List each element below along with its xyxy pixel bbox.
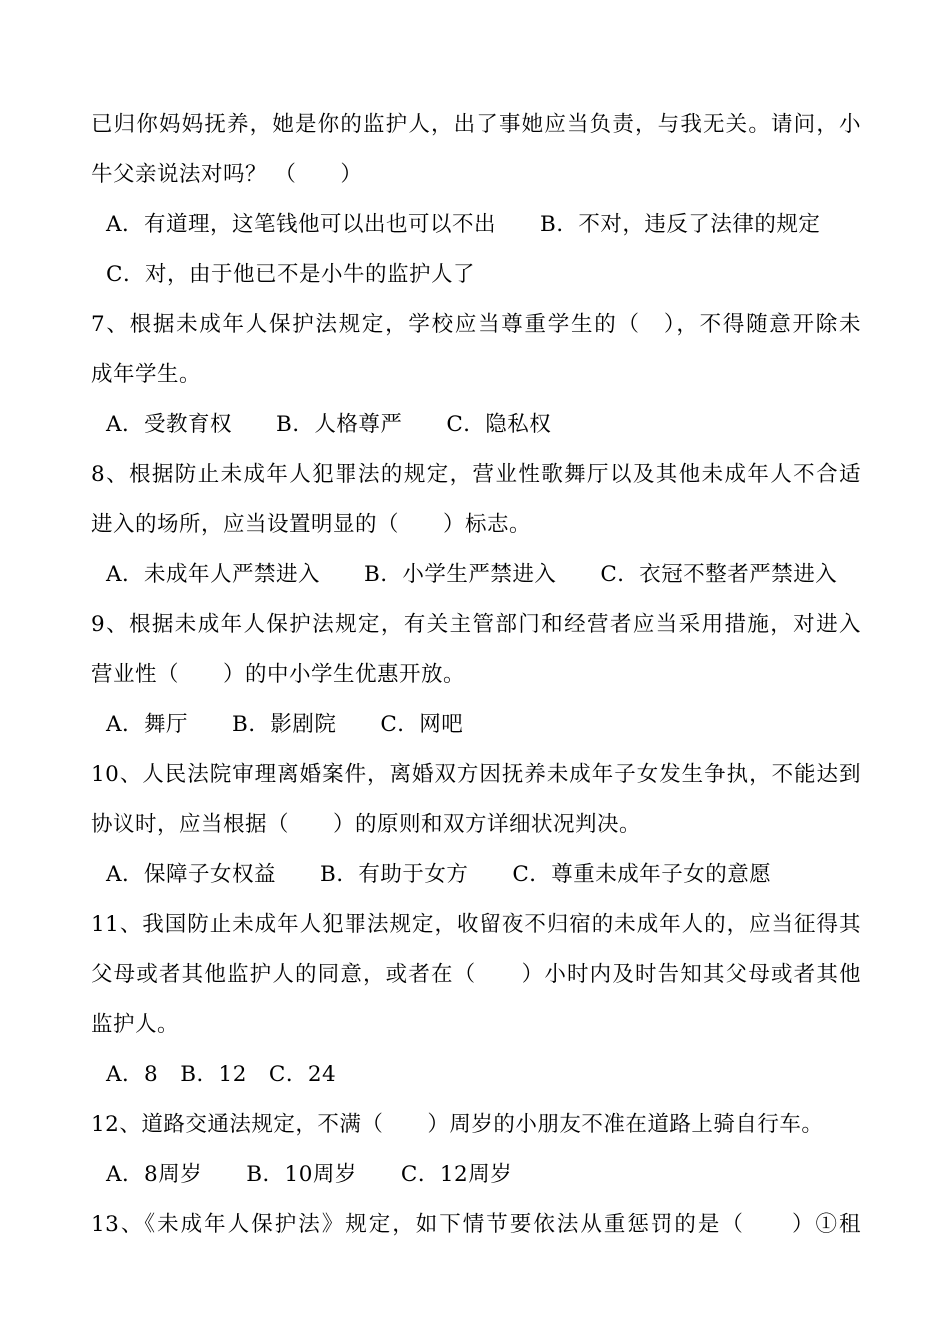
q11-line-3: 监护人。 — [91, 1012, 180, 1037]
q13-line-1: 13、《未成年人保护法》规定，如下情节要依法从重惩罚的是（ ）①租 — [91, 1212, 861, 1237]
q12-options — [106, 1160, 876, 1190]
option-a: A．受教育权 — [106, 412, 233, 437]
option-c: C．隐私权 — [446, 412, 552, 437]
q7-options — [106, 410, 876, 440]
option-b: B．有助于女方 — [320, 862, 469, 887]
q9-line-1: 9、根据未成年人保护法规定，有关主管部门和经营者应当采用措施，对进入 — [91, 612, 861, 637]
q8-line-1: 8、根据防止未成年人犯罪法的规定，营业性歌舞厅以及其他未成年人不合适 — [91, 462, 861, 487]
option-c: C．衣冠不整者严禁进入 — [600, 562, 838, 587]
q6-line-1: 已归你妈妈抚养，她是你的监护人，出了事她应当负责，与我无关。请问，小 — [91, 112, 861, 137]
q6-options-1 — [106, 210, 876, 240]
q7-line-1: 7、根据未成年人保护法规定，学校应当尊重学生的（ ），不得随意开除未 — [91, 312, 861, 337]
option-b: B．12 — [180, 1062, 247, 1087]
option-c: C．尊重未成年子女的意愿 — [512, 862, 772, 887]
option-b: B．10周岁 — [246, 1162, 357, 1187]
option-b: B．不对，违反了法律的规定 — [540, 212, 821, 237]
q9-options — [106, 710, 876, 740]
option-a: A．8 — [106, 1062, 159, 1087]
q8-line-2: 进入的场所，应当设置明显的（ ）标志。 — [91, 512, 532, 537]
option-b: B．人格尊严 — [276, 412, 403, 437]
q8-options — [106, 560, 876, 590]
option-a: A．舞厅 — [106, 712, 189, 737]
q11-options — [106, 1060, 876, 1090]
option-a: A．保障子女权益 — [106, 862, 277, 887]
option-a: A．有道理，这笔钱他可以出也可以不出 — [106, 212, 497, 237]
option-c: C．网吧 — [380, 712, 464, 737]
option-c: C．对，由于他已不是小牛的监护人了 — [106, 262, 475, 287]
q12-line-1: 12、道路交通法规定，不满（ ）周岁的小朋友不准在道路上骑自行车。 — [91, 1112, 824, 1137]
q9-line-2: 营业性（ ）的中小学生优惠开放。 — [91, 662, 466, 687]
q6-options-2 — [106, 260, 876, 290]
option-b: B．影剧院 — [232, 712, 337, 737]
option-b: B．小学生严禁进入 — [364, 562, 557, 587]
option-c: C．24 — [268, 1062, 337, 1087]
option-a: A．8周岁 — [106, 1162, 203, 1187]
q11-line-1: 11、我国防止未成年人犯罪法规定，收留夜不归宿的未成年人的，应当征得其 — [91, 912, 861, 937]
q7-line-2: 成年学生。 — [91, 362, 202, 387]
option-a: A．未成年人严禁进入 — [106, 562, 321, 587]
option-c: C．12周岁 — [400, 1162, 513, 1187]
q10-line-1: 10、人民法院审理离婚案件，离婚双方因抚养未成年子女发生争执，不能达到 — [91, 762, 861, 787]
q10-options — [106, 860, 876, 890]
q11-line-2: 父母或者其他监护人的同意，或者在（ ）小时内及时告知其父母或者其他 — [91, 962, 861, 987]
q10-line-2: 协议时，应当根据（ ）的原则和双方详细状况判决。 — [91, 812, 642, 837]
q6-line-2: 牛父亲说法对吗？ （ ） — [91, 162, 363, 187]
